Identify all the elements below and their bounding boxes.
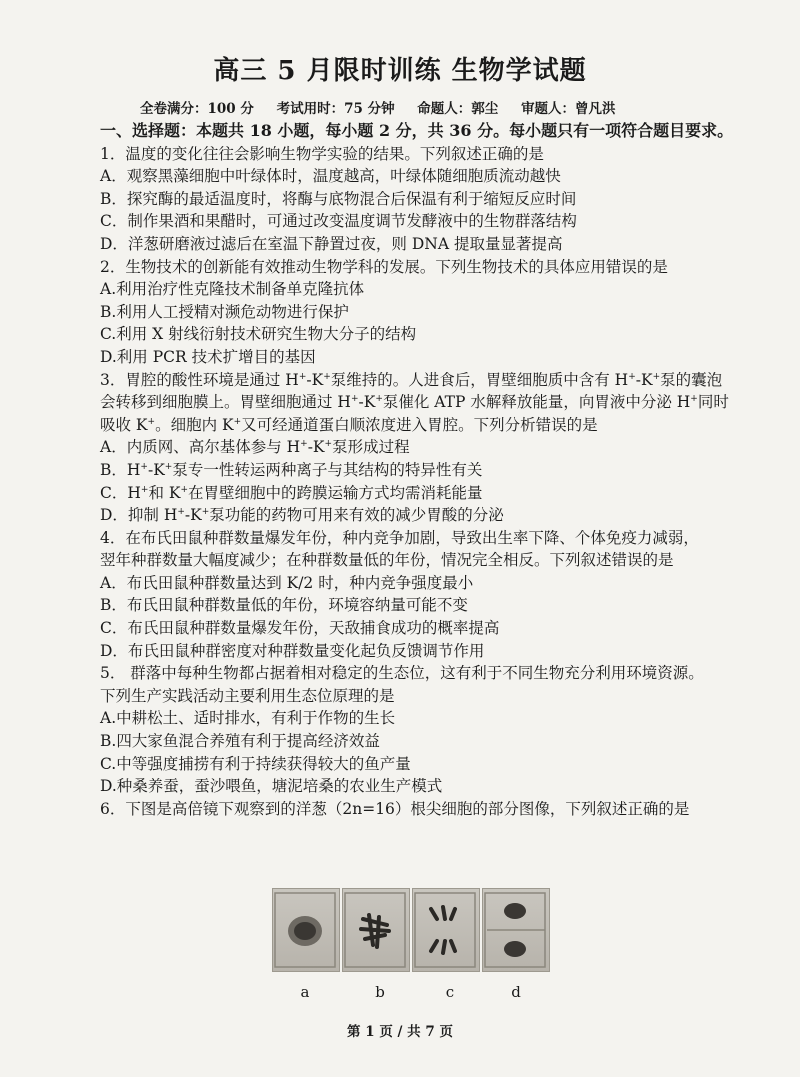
question-6-stem: 6．下图是高倍镜下观察到的洋葱（2n=16）根尖细胞的部分图像，下列叙述正确的是	[100, 799, 690, 818]
question-2-option-b: B.利用人工授精对濒危动物进行保护	[100, 302, 349, 321]
question-2-stem: 2．生物技术的创新能有效推动生物学科的发展。下列生物技术的具体应用错误的是	[100, 257, 668, 276]
exam-time: 考试用时：75 分钟	[276, 101, 395, 117]
question-4-option-c: C．布氏田鼠种群数量爆发年份，天敌捕食成功的概率提高	[100, 619, 500, 638]
question-3-option-c: C．H+和 K+在胃壁细胞中的跨膜运输方式均需消耗能量	[100, 483, 483, 502]
full-score: 全卷满分：100 分	[140, 101, 254, 117]
question-4-option-b: B．布氏田鼠种群数量低的年份，环境容纳量可能不变	[100, 596, 468, 615]
question-4-option-a: A．布氏田鼠种群数量达到 K/2 时，种内竞争强度最小	[100, 573, 474, 592]
question-body	[100, 120, 790, 820]
question-3-option-a: A．内质网、高尔基体参与 H+-K+泵形成过程	[100, 438, 410, 457]
question-5-option-b: B.四大家鱼混合养殖有利于提高经济效益	[100, 732, 380, 751]
figure-label-a: a	[300, 983, 310, 1001]
question-5-option-d: D.种桑养蚕，蚕沙喂鱼，塘泥培桑的农业生产模式	[100, 777, 443, 796]
figure-label-b: b	[375, 983, 385, 1001]
question-author: 命题人：郭尘	[417, 101, 499, 117]
question-3-option-d: D．抑制 H+-K+泵功能的药物可用来有效的减少胃酸的分泌	[100, 506, 504, 525]
figure-label-c: c	[445, 983, 455, 1001]
micrograph-cell-c	[412, 888, 480, 972]
question-5-option-c: C.中等强度捕捞有利于持续获得较大的鱼产量	[100, 754, 411, 773]
question-2-option-d: D.利用 PCR 技术扩增目的基因	[100, 347, 316, 366]
exam-meta	[140, 97, 760, 117]
question-reviewer: 审题人：曾凡洪	[521, 101, 616, 117]
micrograph-cell-d	[482, 888, 550, 972]
question-5-stem-line-1: 5． 群落中每种生物都占据着相对稳定的生态位，这有利于不同生物充分利用环境资源。	[100, 664, 704, 683]
question-3-option-b: B．H+-K+泵专一性转运两种离子与其结构的特异性有关	[100, 460, 483, 479]
question-1-option-d: D．洋葱研磨液过滤后在室温下静置过夜，则 DNA 提取量显著提高	[100, 234, 563, 253]
cell-b-image	[343, 889, 409, 971]
question-3-stem-line-3: 吸收 K+。细胞内 K+又可经通道蛋白顺浓度进入胃腔。下列分析错误的是	[100, 415, 598, 434]
cell-d-image	[483, 889, 549, 971]
question-1-stem: 1．温度的变化往往会影响生物学实验的结果。下列叙述正确的是	[100, 144, 544, 163]
question-2-option-a: A.利用治疗性克隆技术制备单克隆抗体	[100, 280, 365, 299]
question-5-option-a: A.中耕松土、适时排水，有利于作物的生长	[100, 709, 396, 728]
page-footer: 第 1 页 / 共 7 页	[347, 1024, 453, 1040]
section-title: 一、选择题：本题共 18 小题，每小题 2 分，共 36 分。每小题只有一项符合题目要求。	[100, 121, 734, 140]
question-4-option-d: D．布氏田鼠种群密度对种群数量变化起负反馈调节作用	[100, 641, 485, 660]
question-1-option-a: A．观察黑藻细胞中叶绿体时，温度越高，叶绿体随细胞质流动越快	[100, 167, 561, 186]
question-3-stem-line-1: 3．胃腔的酸性环境是通过 H+-K+泵维持的。人进食后，胃壁细胞质中含有 H+-K+泵的囊泡	[100, 370, 723, 389]
cell-a-image	[273, 889, 339, 971]
question-5-stem-line-2: 下列生产实践活动主要利用生态位原理的是	[100, 686, 395, 705]
question-2-option-c: C.利用 X 射线衍射技术研究生物大分子的结构	[100, 325, 417, 344]
cell-c-image	[413, 889, 479, 971]
micrograph-figure	[272, 888, 552, 970]
question-4-stem-line-2: 翌年种群数量大幅度减少；在种群数量低的年份，情况完全相反。下列叙述错误的是	[100, 551, 674, 570]
question-1-option-c: C．制作果酒和果醋时，可通过改变温度调节发酵液中的生物群落结构	[100, 212, 577, 231]
question-4-stem-line-1: 4．在布氏田鼠种群数量爆发年份，种内竞争加剧，导致出生率下降、个体免疫力减弱，	[100, 528, 699, 547]
micrograph-cell-a	[272, 888, 340, 972]
page-title: 高三 5 月限时训练 生物学试题	[213, 56, 587, 86]
question-1-option-b: B．探究酶的最适温度时，将酶与底物混合后保温有利于缩短反应时间	[100, 189, 577, 208]
question-3-stem-line-2: 会转移到细胞膜上。胃壁细胞通过 H+-K+泵催化 ATP 水解释放能量，向胃液中分泌 H+同时	[100, 393, 729, 412]
figure-label-d: d	[511, 983, 521, 1001]
micrograph-cell-b	[342, 888, 410, 972]
